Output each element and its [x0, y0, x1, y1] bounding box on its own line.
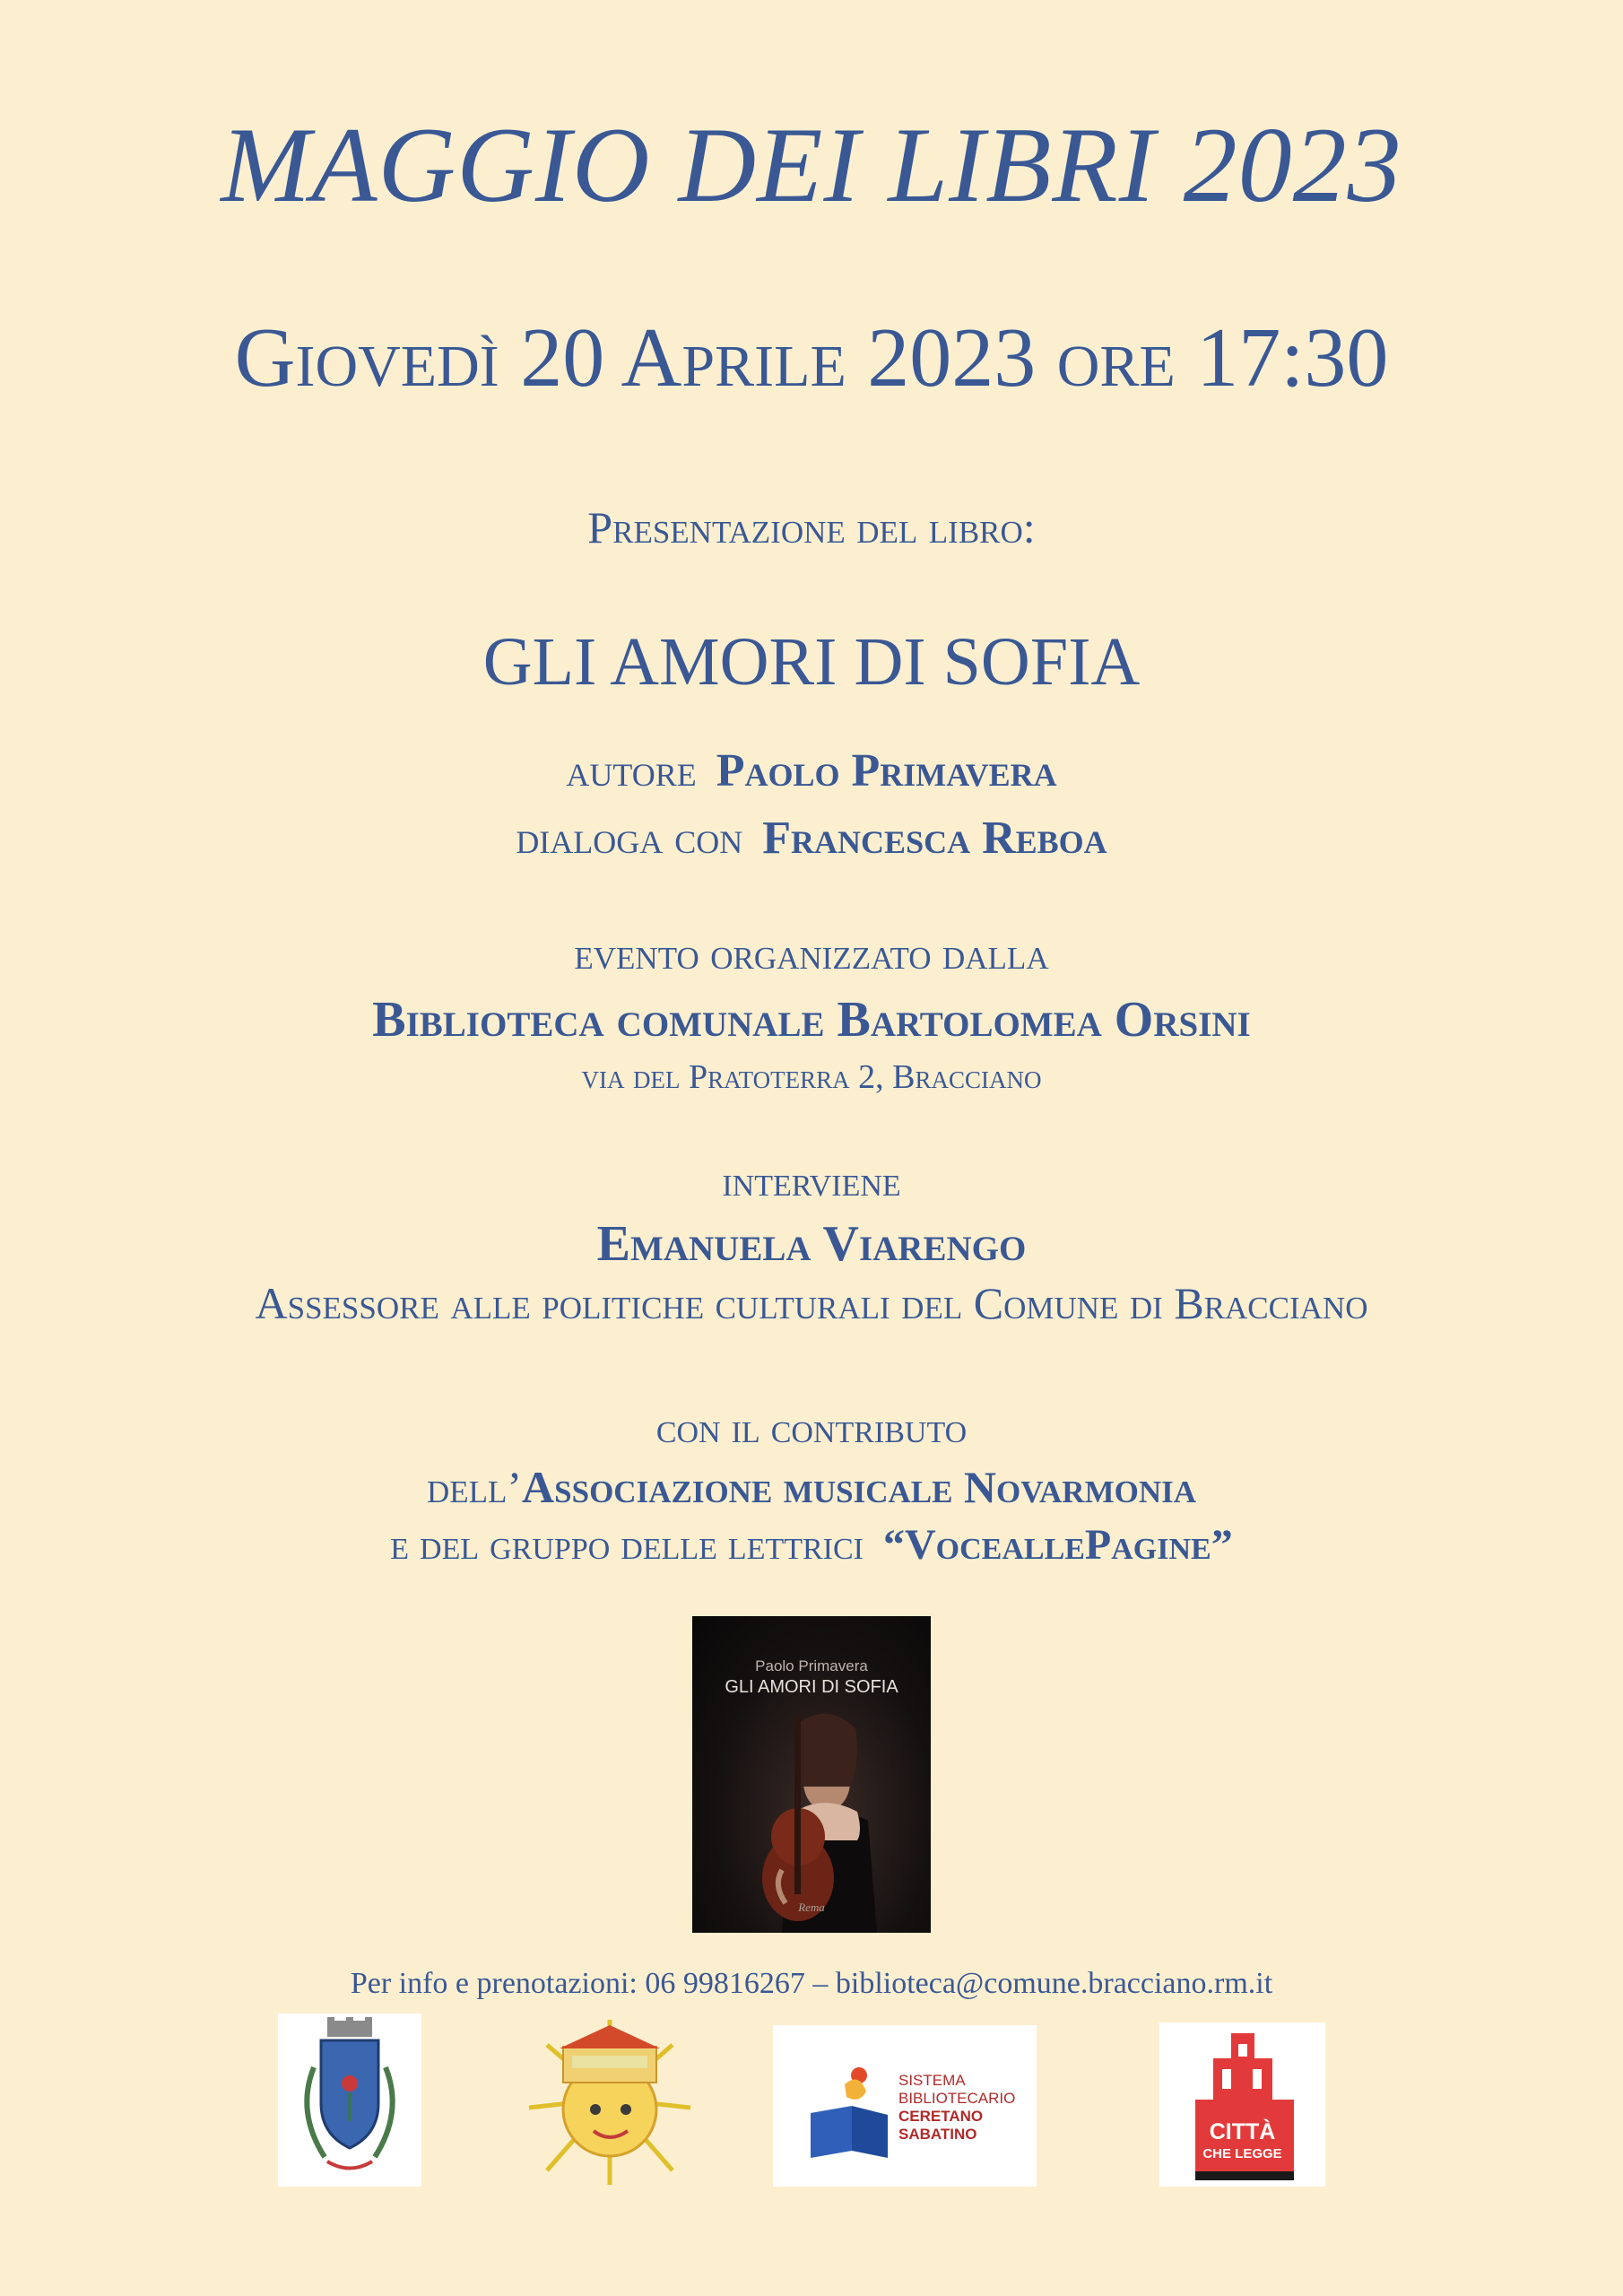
bracciano-coat-of-arms-logo — [278, 2013, 421, 2187]
speaker-intro: interviene — [722, 1158, 901, 1205]
sun-mascot-icon — [520, 2009, 699, 2188]
sistema-bibliotecario-logo — [773, 2025, 1037, 2187]
speaker-role: Assessore alle politiche culturali del Comune di Bracciano — [255, 1278, 1368, 1328]
association-prefix: dell’ — [426, 1462, 523, 1512]
group-line — [0, 1520, 1623, 1570]
organizer-name: Biblioteca comunale Bartolomea Orsini — [372, 992, 1251, 1048]
organizer-intro: evento organizzato dalla — [574, 928, 1049, 978]
book-title: GLI AMORI DI SOFIA — [482, 624, 1141, 700]
speaker-name: Emanuela Viarengo — [596, 1216, 1027, 1272]
group-name: “VoceallePagine” — [883, 1521, 1233, 1569]
sistema-line-1: SISTEMA — [898, 2072, 966, 2089]
contribution-intro: con il contributo — [655, 1405, 968, 1452]
organizer-address: via del Pratoterra 2, Bracciano — [581, 1058, 1042, 1096]
cover-publisher-mark: Rema — [798, 1900, 825, 1914]
author-name: Paolo Primavera — [716, 745, 1057, 796]
open-book-icon — [773, 2025, 898, 2187]
sistema-line-4: SABATINO — [898, 2126, 977, 2143]
sistema-line-3: CERETANO — [898, 2108, 984, 2125]
poster-title: MAGGIO DEI LIBRI 2023 — [221, 105, 1402, 224]
dialog-name: Francesca Reboa — [762, 813, 1107, 864]
author-line — [0, 744, 1623, 798]
book-cover-image — [692, 1616, 931, 1933]
citta-subtitle: CHE LEGGE — [1202, 2146, 1282, 2161]
contact-info: Per info e prenotazioni: 06 99816267 – biblioteca@comune.bracciano.rm.it — [350, 1967, 1273, 2000]
association-name: Associazione musicale Novarmonia — [522, 1462, 1197, 1512]
coat-of-arms-icon — [278, 2013, 421, 2187]
dialog-line — [0, 812, 1623, 865]
citta-che-legge-logo — [1159, 2022, 1325, 2187]
citta-title: CITTÀ — [1209, 2119, 1276, 2144]
presentation-intro: Presentazione del libro: — [587, 502, 1036, 552]
citta-che-legge-icon — [1159, 2022, 1325, 2187]
cover-author: Paolo Primavera — [755, 1657, 868, 1674]
dialog-prefix: dialoga con — [516, 813, 743, 864]
author-prefix: autore — [566, 745, 697, 796]
biblioteca-doc-mascot-logo — [520, 2009, 699, 2188]
event-date: Giovedì 20 Aprile 2023 ore 17:30 — [234, 311, 1389, 404]
group-prefix: e del gruppo delle lettrici — [390, 1521, 864, 1569]
cover-title: GLI AMORI DI SOFIA — [725, 1677, 898, 1697]
sistema-line-2: BIBLIOTECARIO — [898, 2090, 1016, 2107]
association-line — [0, 1462, 1623, 1514]
